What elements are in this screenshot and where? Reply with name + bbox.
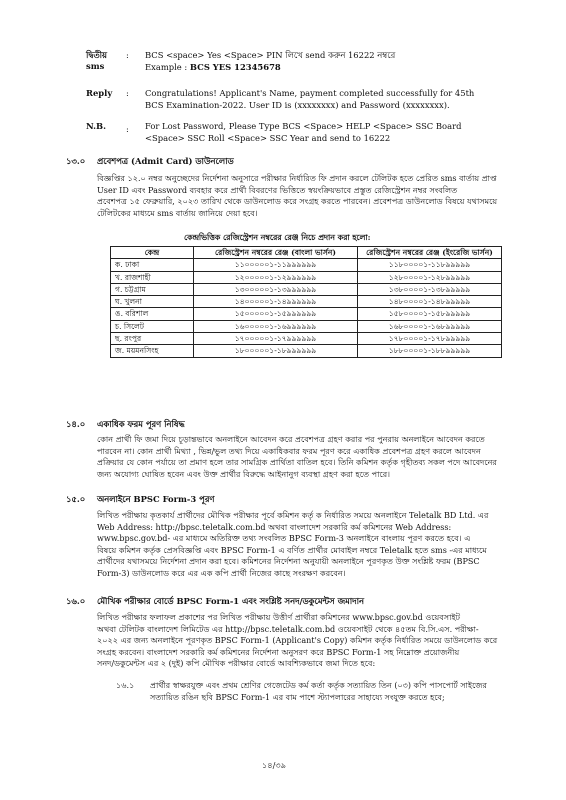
page-number: ১৪/৩৯ [262, 760, 287, 770]
table-row [111, 333, 502, 345]
cell-english-range: ১৩৮০০০০১-১৩৮৯৯৯৯৯ [358, 283, 502, 295]
paragraph-line: প্রার্থীর স্বাক্ষরযুক্ত এবং প্রথম শ্রেণির গেজেটেড কর্ম কর্তা কর্তৃক সত্যায়িত তিন (০৩) কপি পাসপোর্ট সাইজের [150, 680, 487, 690]
paragraph-line: সনদ/ডকুমেন্টস এর ২ (দুই) কপি মৌখিক পরীক্ষার বোর্ডে আবশ্যিকভাবে জমা দিতে হবে: [97, 658, 376, 669]
cell-english-range: ১২৮০০০০১-১২৮৯৯৯৯৯ [358, 271, 502, 283]
cell-english-range: ১৬৮০০০০১-১৬৮৯৯৯৯৯ [358, 320, 502, 332]
cell-center: ক. ঢাকা [111, 259, 194, 271]
nb-label: N.B. [86, 121, 107, 131]
reply-line2: BCS Examination-2022. User ID is (xxxxxxxx) and Password (xxxxxxxx). [145, 100, 450, 110]
table-row [111, 308, 502, 320]
table-row [111, 271, 502, 283]
column-header-bangla-range: রেজিস্ট্রেশন নম্বরের রেঞ্জ (বাংলা ভার্সন) [194, 247, 358, 259]
paragraph-line: ২০২২ এর জন্য অনলাইনে পূরণকৃত BPSC Form-1 (Applicant's Copy) কমিশন কর্তৃক নির্ধারিত সময়ে ডাউনলোড করে [97, 635, 498, 646]
section-16-paragraph [97, 612, 507, 670]
table-row [111, 345, 502, 357]
cell-english-range: ১৮৮০০০০১-১৮৮৯৯৯৯৯ [358, 345, 502, 357]
table-row [111, 259, 502, 271]
paragraph-line: অথবা টেলিটক বাংলাদেশ লিমিটেড এর http://bpsc.teletalk.com.bd ওয়েবসাইট থেকে ৪৫তম বি.সি.এস. পরীক্ষা- [97, 623, 479, 634]
example-prefix: Example : [145, 62, 190, 72]
paragraph-line: পারবেন না। কোন প্রার্থী মিথ্যা , ভিন্ন/ভুল তথ্য দিয়ে একাধিকবার ফরম পূরণ করে একাধিক প্রবেশপত্র গ্রহণ করলে আবেদন [97, 445, 481, 456]
nb-line1: For Lost Password, Please Type BCS <Space> HELP <Space> SSC Board [145, 121, 462, 131]
second-sms-example [145, 62, 281, 73]
column-header-center: কেন্দ্র [111, 247, 194, 259]
cell-bangla-range: ১৩০০০০০১-১৩৯৯৯৯৯৯ [194, 283, 358, 295]
cell-bangla-range: ১৪০০০০০১-১৪৯৯৯৯৯৯ [194, 296, 358, 308]
paragraph-line: প্রক্রিয়ার যে কোন পর্যায়ে তা প্রমাণ হলে তার সামগ্রিক প্রার্থিতা বাতিল হবে। তিনি কমিশন কর্তৃক গৃহীতব্য সকল পদে আবেদনের [97, 457, 497, 468]
cell-center: জ. ময়মনসিংহ [111, 345, 194, 357]
second-sms-line1: BCS <space> Yes <Space> PIN লিখে send করুন 16222 নম্বরে [145, 50, 396, 60]
paragraph-line: Web Address: http://bpsc.teletalk.com.bd অথবা বাংলাদেশ সরকারি কর্ম কমিশনের Web Address: [97, 521, 452, 532]
section-14-paragraph [97, 434, 507, 480]
section-13-number: ১৩.০ [66, 156, 86, 166]
example-value: BCS YES 12345678 [189, 62, 281, 72]
section-13-paragraph [97, 173, 507, 219]
cell-bangla-range: ১১০০০০০১-১১৯৯৯৯৯৯ [194, 259, 358, 271]
cell-center: চ. সিলেট [111, 320, 194, 332]
registration-range-table [110, 246, 502, 358]
second-sms-label: দ্বিতীয় sms [86, 50, 107, 71]
cell-bangla-range: ১৬০০০০০১-১৬৯৯৯৯৯৯ [194, 320, 358, 332]
table-row [111, 320, 502, 332]
table-header-row [111, 247, 502, 259]
nb-line2: <Space> SSC Roll <Space> SSC Year and send to 16222 [145, 133, 391, 143]
paragraph-line: www.bpsc.gov.bd- এর মাধ্যমে অতিরিক্ত তথ্য সংবলিত BPSC Form-3 অনলাইনে বাংলায় পূরণ করতে হবে। এ [97, 533, 471, 544]
colon: : [126, 88, 129, 98]
paragraph-line: জন্য অযোগ্য ঘোষিত হবেন এবং উক্ত প্রার্থীর বিরুদ্ধে আইনানুগ ব্যবস্থা গ্রহণ করা হতে পারে। [97, 468, 391, 479]
cell-english-range: ১১৮০০০০১-১১৮৯৯৯৯৯ [358, 259, 502, 271]
paragraph-line: লিখিত পরীক্ষায় কৃতকার্য প্রার্থীদের মৌখিক পরীক্ষার পূর্বে কমিশন কর্তৃ ক নির্ধারিত সময়ে অনলাইনে Teletalk BD Ltd. এর [97, 510, 489, 520]
cell-center: গ. চট্টগ্রাম [111, 283, 194, 295]
subsection-16-1-number: ১৬.১ [116, 680, 135, 690]
section-14-number: ১৪.০ [66, 419, 86, 429]
paragraph-line: Form-3) ডাউনলোড করে এর এক কপি প্রার্থী নিজের কাছে সংরক্ষণ করবেন। [97, 567, 346, 578]
section-16-title: মৌখিক পরীক্ষার বোর্ডে BPSC Form-1 এবং সংশ্লিষ্ট সনদ/ডকুমেন্টস জমাদান [97, 596, 364, 606]
cell-bangla-range: ১৭০০০০০১-১৭৯৯৯৯৯৯ [194, 333, 358, 345]
table-caption: কেন্দ্রভিত্তিক রেজিস্ট্রেশন নম্বরের রেঞ্জ নিচে প্রদান করা হলো: [184, 233, 371, 242]
section-15-number: ১৫.০ [66, 494, 86, 504]
paragraph-line: লিখিত পরীক্ষার ফলাফল প্রকাশের পর লিখিত পরীক্ষায় উত্তীর্ণ প্রার্থীরা কমিশনের www.bpsc.gov.bd ওয়েবসাইট [97, 612, 461, 622]
cell-center: ঘ. খুলনা [111, 296, 194, 308]
cell-english-range: ১৪৮০০০০১-১৪৮৯৯৯৯৯ [358, 296, 502, 308]
section-15-title: অনলাইনে BPSC Form-3 পূরণ [97, 494, 215, 504]
cell-center: ছ. রংপুর [111, 333, 194, 345]
paragraph-line: বিষয়ে কমিশন কর্তৃক প্রেসবিজ্ঞপ্তি এবং BPSC Form-1 এ বর্ণিত প্রার্থীর মোবাইল নম্বরে Teletalk হতে sms -এর মাধ্যমে [97, 544, 487, 555]
cell-center: ঙ. বরিশাল [111, 308, 194, 320]
cell-english-range: ১৭৮০০০০১-১৭৮৯৯৯৯৯ [358, 333, 502, 345]
column-header-english-range: রেজিস্ট্রেশন নম্বরের রেঞ্জ (ইংরেজি ভার্সন) [358, 247, 502, 259]
paragraph-line: বিজ্ঞপ্তির ১২.০ নম্বর অনুচ্ছেদের নির্দেশনা অনুসারে পরীক্ষার নির্ধারিত ফি প্রদান করলে টেলিটক হতে প্রেরিত sms বার্তায় প্রাপ্ত [97, 173, 497, 183]
colon: : [126, 50, 129, 60]
cell-bangla-range: ১২০০০০০১-১২৯৯৯৯৯৯ [194, 271, 358, 283]
section-16-number: ১৬.০ [66, 596, 86, 606]
reply-line1: Congratulations! Applicant's Name, payment completed successfully for 45th [145, 88, 475, 98]
cell-center: খ. রাজশাহী [111, 271, 194, 283]
subsection-16-1-text [150, 680, 510, 703]
paragraph-line: কোন প্রার্থী ফি জমা দিয়ে চূড়ান্তভাবে অনলাইনে আবেদন করে প্রবেশপত্র গ্রহণ করার পর পুনরায় অনলাইনে আবেদন করতে [97, 434, 485, 444]
paragraph-line: সত্যায়িত রঙিন ছবি BPSC Form-1 এর বাম পাশে স্ট্যাপলারের সাহায্যে সংযুক্ত করতে হবে; [150, 691, 445, 702]
cell-english-range: ১৫৮০০০০১-১৫৮৯৯৯৯৯ [358, 308, 502, 320]
paragraph-line: User ID এবং Password ব্যবহার করে প্রার্থী বিবরণের ভিত্তিতে স্বয়ংক্রিয়ভাবে প্রস্তুত রেজিস্ট্রেশন নম্বর সংবলিত [97, 184, 458, 195]
cell-bangla-range: ১৫০০০০০১-১৫৯৯৯৯৯৯ [194, 308, 358, 320]
colon: : [126, 124, 129, 134]
section-15-paragraph [97, 510, 507, 580]
paragraph-line: প্রার্থীদের যথাসময়ে নির্দেশনা প্রদান করা হবে। কমিশনের নির্দেশনা অনুযায়ী অনলাইনে পূরণকৃত উক্ত সংশ্লিষ্ট ফরম (BPSC [97, 556, 480, 567]
paragraph-line: সংগ্রহ করবেন। বাংলাদেশ সরকারি কর্ম কমিশনের নির্দেশনা অনুসরণ করে BPSC Form-1 সহ নিম্নোক্ত প্রয়োজনীয় [97, 646, 460, 657]
table-row [111, 296, 502, 308]
cell-bangla-range: ১৮০০০০০১-১৮৯৯৯৯৯৯ [194, 345, 358, 357]
paragraph-line: টেলিটকের মাধ্যমে sms বার্তায় জানিয়ে দেয়া হবে। [97, 207, 258, 218]
reply-label: Reply [86, 88, 113, 98]
paragraph-line: প্রবেশপত্র ১৫ ফেব্রুয়ারি, ২০২৩ তারিখ থেকে ডাউনলোড করে সংগ্রহ করতে পারবেন। প্রবেশপত্র ডাউনলোড বিষয়ে যথাসময়ে [97, 196, 498, 207]
table-row [111, 283, 502, 295]
section-13-title: প্রবেশপত্র (Admit Card) ডাউনলোড [97, 156, 234, 166]
section-14-title: একাধিক ফরম পূরণ নিষিদ্ধ [97, 419, 185, 429]
